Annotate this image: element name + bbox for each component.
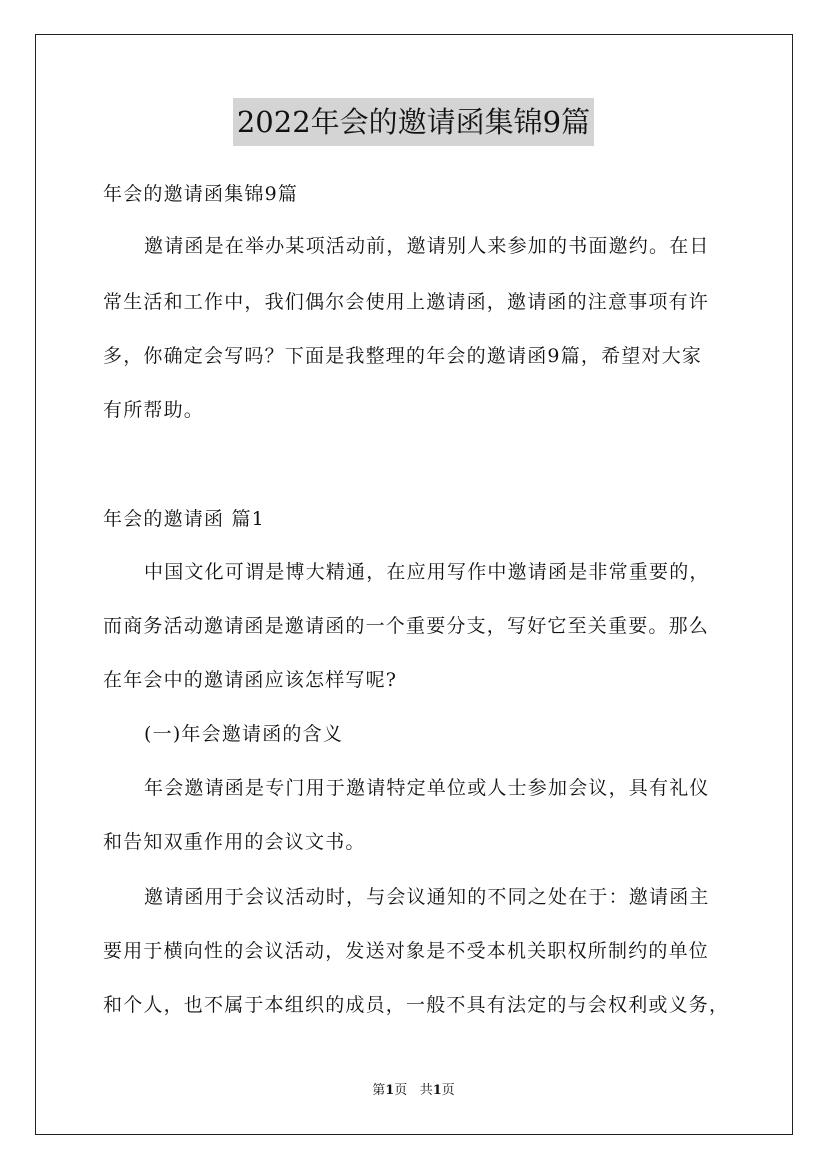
- paragraph-line: 年会邀请函是专门用于邀请特定单位或人士参加会议，具有礼仪: [144, 777, 710, 799]
- footer-page-prefix: 第: [372, 1083, 386, 1098]
- paragraph-line: 常生活和工作中，我们偶尔会使用上邀请函，邀请函的注意事项有许: [103, 291, 710, 313]
- footer-total-suffix: 页: [441, 1083, 455, 1098]
- title-container: [0, 98, 827, 146]
- paragraph-line: 中国文化可谓是博大精通，在应用写作中邀请函是非常重要的，: [144, 561, 710, 583]
- footer-page-suffix: 页: [394, 1083, 408, 1098]
- paragraph-line: 和个人，也不属于本组织的成员，一般不具有法定的与会权利或义务，: [103, 994, 730, 1016]
- subtitle-line: 年会的邀请函集锦9篇: [103, 183, 299, 205]
- paragraph-line: 而商务活动邀请函是邀请函的一个重要分支，写好它至关重要。那么: [103, 615, 710, 637]
- document-title: 2022年会的邀请函集锦9篇: [233, 98, 594, 146]
- paragraph-line: 要用于横向性的会议活动，发送对象是不受本机关职权所制约的单位: [103, 940, 710, 962]
- page-footer: [0, 1082, 827, 1100]
- subsection-heading: (一)年会邀请函的含义: [144, 723, 344, 745]
- footer-page-current: 1: [385, 1083, 395, 1098]
- paragraph-line: 邀请函用于会议活动时，与会议通知的不同之处在于：邀请函主: [144, 886, 710, 908]
- paragraph-line: 多，你确定会写吗？下面是我整理的年会的邀请函9篇，希望对大家: [103, 345, 703, 367]
- section-heading: 年会的邀请函 篇1: [103, 508, 265, 530]
- paragraph-line: 邀请函是在举办某项活动前，邀请别人来参加的书面邀约。在日: [144, 235, 710, 257]
- footer-page-total: 1: [432, 1083, 442, 1098]
- paragraph-line: 有所帮助。: [103, 399, 205, 421]
- paragraph-line: 在年会中的邀请函应该怎样写呢?: [103, 669, 398, 691]
- paragraph-line: 和告知双重作用的会议文书。: [103, 831, 366, 853]
- footer-total-prefix: 共: [419, 1083, 433, 1098]
